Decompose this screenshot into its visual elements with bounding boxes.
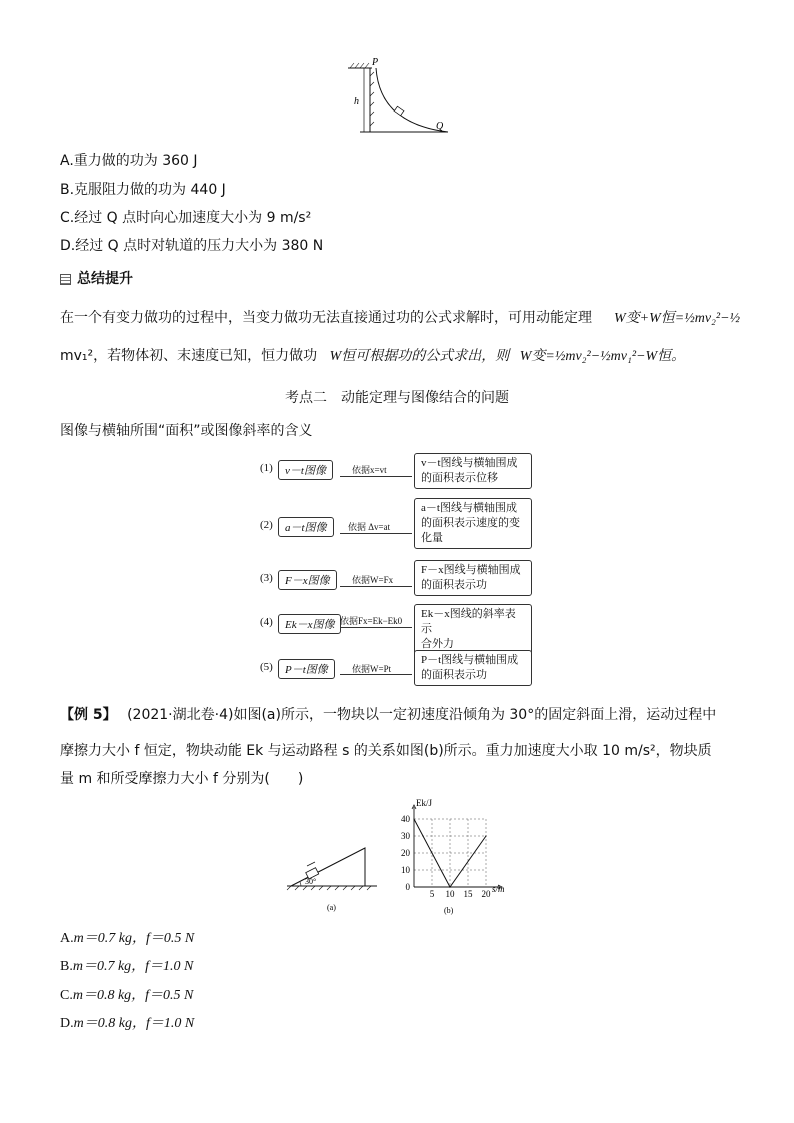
ek-s-chart <box>392 795 522 917</box>
summary-line-2: mv₁²，若物体初、末速度已知，恒力做功 W恒可根据功的公式求出，则 W变=½mv₂²−½mv₁²−W恒。 <box>60 348 686 364</box>
flow-arrow-1 <box>340 476 412 477</box>
q1-option-c: C.经过 Q 点时向心加速度大小为 9 m/s² <box>60 210 312 226</box>
q1-option-a: A.重力做的功为 360 J <box>60 153 198 169</box>
angle-label: 30° <box>305 877 317 886</box>
chart-xlabel: s/m <box>492 884 505 894</box>
flow-desc-1: v－t图线与横轴围成 的面积表示位移 <box>414 453 532 489</box>
flow-basis-3: 依据W=Fx <box>352 575 394 585</box>
chart-ylabel: Ek/J <box>416 798 433 808</box>
flow-num-3: (3) <box>260 572 273 584</box>
label-p: P <box>372 57 379 68</box>
x-tick-label: 10 <box>445 889 455 899</box>
flow-arrow-2 <box>340 533 412 534</box>
flow-arrow-5 <box>340 674 412 675</box>
flow-num-4: (4) <box>260 616 273 628</box>
option-c: C.m＝0.8 kg，f＝0.5 N <box>60 988 194 1003</box>
x-tick-label: 20 <box>481 889 491 899</box>
option-d: D.m＝0.8 kg，f＝1.0 N <box>60 1016 195 1031</box>
section-title: 考点二 动能定理与图像结合的问题 <box>285 390 509 406</box>
flow-arrow-4 <box>340 627 412 628</box>
example-line-3: 量 m 和所受摩擦力大小 f 分别为( ) <box>60 771 304 787</box>
y-tick-label: 0 <box>405 882 410 892</box>
flow-num-2: (2) <box>260 519 273 531</box>
option-b: B.m＝0.7 kg，f＝1.0 N <box>60 959 194 974</box>
flow-desc-3: F－x图线与横轴围成 的面积表示功 <box>414 560 532 596</box>
example-line-2: 摩擦力大小 f 恒定，物块动能 Ek 与运动路程 s 的关系如图(b)所示。重力加速度大小取 10 m/s²，物块质 <box>60 743 712 759</box>
flow-basis-4: 依据Fx=Ek−Ek0 <box>340 616 403 626</box>
q1-option-b: B.克服阻力做的功为 440 J <box>60 182 226 198</box>
summary-heading: 总结提升 <box>60 268 133 288</box>
flow-basis-2: 依据 Δv=at <box>348 522 391 532</box>
section-intro: 图像与横轴所围“面积”或图像斜率的含义 <box>60 423 313 439</box>
flow-desc-4: Ek－x图线的斜率表示 合外力 <box>414 604 532 655</box>
label-h: h <box>354 96 359 107</box>
flow-desc-5: P－t图线与横轴围成 的面积表示功 <box>414 650 532 686</box>
track-figure <box>340 56 460 136</box>
ek-data-point <box>485 835 486 836</box>
flow-basis-1: 依据x=vt <box>352 465 387 475</box>
flow-basis-5: 依据W=Pt <box>352 664 392 674</box>
flow-arrow-3 <box>340 586 412 587</box>
incline-figure <box>285 840 380 915</box>
flow-graph-4: Ek－x图像 <box>278 614 341 634</box>
flow-num-5: (5) <box>260 661 273 673</box>
y-tick-label: 20 <box>401 848 410 858</box>
y-tick-label: 30 <box>401 831 410 841</box>
y-tick-label: 10 <box>401 865 410 875</box>
label-q: Q <box>436 121 444 132</box>
x-tick-label: 15 <box>463 889 473 899</box>
flow-graph-5: P－t图像 <box>278 659 335 679</box>
flow-graph-1: v－t图像 <box>278 460 333 480</box>
option-a: A.m＝0.7 kg，f＝0.5 N <box>60 931 195 946</box>
x-tick-label: 5 <box>429 889 435 899</box>
ek-data-point <box>449 886 450 887</box>
y-tick-label: 40 <box>401 814 410 824</box>
summary-line-1: 在一个有变力做功的过程中，当变力做功无法直接通过功的公式求解时，可用动能定理 W变+W恒=½mv₂²−½ <box>60 310 741 326</box>
q1-option-d: D.经过 Q 点时对轨道的压力大小为 380 N <box>60 238 324 254</box>
ek-data-point <box>413 818 414 819</box>
summary-square-icon <box>60 274 71 285</box>
flow-desc-2: a－t图线与横轴围成 的面积表示速度的变 化量 <box>414 498 532 549</box>
fig-b-caption: (b) <box>444 906 454 915</box>
fig-a-caption: (a) <box>327 903 336 912</box>
flow-graph-3: F－x图像 <box>278 570 337 590</box>
flow-graph-2: a－t图像 <box>278 517 334 537</box>
example-line-1: 【例 5】 (2021·湖北卷·4)如图(a)所示，一物块以一定初速度沿倾角为 30°的固定斜面上滑，运动过程中 <box>60 707 717 723</box>
flow-num-1: (1) <box>260 462 273 474</box>
